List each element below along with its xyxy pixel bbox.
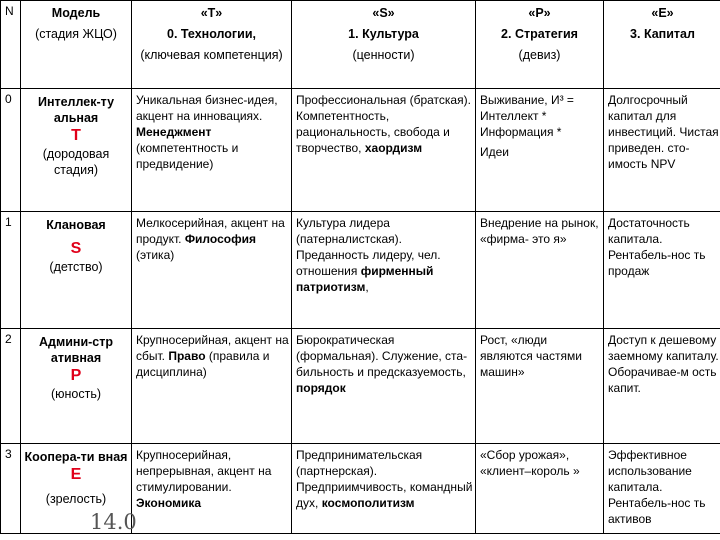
header-s-code: «S»	[372, 6, 395, 20]
row-index: 1	[5, 215, 12, 229]
header-s-title: 1. Культура	[348, 27, 419, 41]
model-stage: (зрелость)	[45, 492, 107, 506]
tech-text: Крупносерийная, непрерывная, акцент на стимулировании.	[136, 448, 272, 494]
culture-cell	[292, 329, 475, 396]
model-name: Интеллек-ту альная	[37, 95, 115, 125]
table-row	[1, 212, 720, 329]
strategy-extra: Идеи	[480, 145, 510, 159]
tech-keyword: Менеджмент	[136, 125, 212, 139]
tech-text: Уникальная бизнес-идея, акцент на инновациях.	[136, 93, 278, 123]
capital-cell: Эффективное использование капитала. Рентабель-нос ть активов	[608, 448, 706, 526]
header-model-title: Модель	[51, 6, 101, 20]
header-e-code: «E»	[651, 6, 674, 20]
culture-text: Профессиональная (братская). Компетентность, рациональность, свобода и творчество,	[296, 93, 471, 155]
model-stage: (детство)	[49, 260, 103, 274]
header-tech	[132, 1, 292, 89]
header-capital	[604, 1, 720, 89]
header-e-title: 3. Капитал	[630, 27, 695, 41]
culture-text: Предпринимательская (партнерская). Предприимчивость, командный дух,	[296, 448, 473, 510]
tech-keyword: Философия	[184, 232, 256, 246]
header-p-sub: (девиз)	[518, 48, 561, 62]
model-name: Коопера-ти вная	[24, 450, 128, 464]
header-n-text: N	[5, 4, 14, 18]
model-stage: (юность)	[50, 387, 102, 401]
tech-cell	[132, 212, 291, 263]
model-letter: S	[70, 240, 82, 257]
culture-tail: ,	[365, 280, 369, 294]
row-index: 2	[5, 332, 12, 346]
culture-keyword: хаордизм	[364, 141, 423, 155]
culture-cell	[292, 89, 475, 156]
slide-number: 14.0	[90, 510, 137, 534]
model-letter: T	[71, 127, 81, 144]
strategy-cell: Рост, «люди являются частями машин»	[480, 333, 582, 379]
row-index: 3	[5, 447, 12, 461]
header-t-title: 0. Технологии,	[167, 27, 256, 41]
table-row	[1, 89, 720, 212]
model-name: Клановая	[46, 218, 106, 232]
culture-keyword: фирменный патриотизм	[296, 264, 434, 294]
strategy-text: Внедрение на рынок,	[480, 216, 599, 230]
tech-cell	[132, 444, 291, 511]
header-culture	[292, 1, 476, 89]
model-name: Админи-стр ативная	[39, 335, 113, 365]
tech-text: Мелкосерийная, акцент на продукт.	[136, 216, 285, 246]
model-letter: E	[70, 466, 82, 483]
row-index: 0	[5, 92, 12, 106]
tech-note: (этика)	[136, 248, 175, 262]
header-p-title: 2. Стратегия	[501, 27, 578, 41]
header-s-sub: (ценности)	[352, 48, 415, 62]
strategy-text: Выживание, И³ = Интеллект * Информация *	[480, 93, 574, 139]
culture-keyword: космополитизм	[321, 496, 415, 510]
tech-note: (компетентность и предвидение)	[136, 141, 239, 171]
tech-keyword: Право	[168, 349, 206, 363]
model-letter: P	[70, 367, 82, 384]
culture-keyword: порядок	[296, 381, 346, 395]
culture-cell	[292, 212, 475, 295]
capital-cell: Долгосрочный капитал для инвестиций. Чистая приведен. сто-имость NPV	[608, 93, 719, 171]
tech-text: Крупносерийная, акцент на сбыт.	[136, 333, 289, 363]
capital-cell: Доступ к дешевому заемному капиталу. Оборачивае-м ость капит.	[608, 333, 719, 395]
strategy-cell: «Сбор урожая», «клиент–король »	[480, 448, 580, 478]
culture-text: Бюрократическая (формальная). Служение, ста-бильность и предсказуемость,	[296, 333, 468, 379]
header-model-sub: (стадия ЖЦО)	[35, 27, 117, 41]
tech-keyword: Экономика	[136, 496, 202, 510]
table-row	[1, 329, 720, 444]
header-model	[21, 1, 132, 89]
header-n	[1, 1, 21, 89]
strategy-keyword: «фирма- это я»	[480, 232, 567, 246]
tech-cell	[132, 329, 291, 380]
model-stage: (дородовая стадия)	[42, 147, 110, 177]
tech-note: (правила и дисциплина)	[136, 349, 270, 379]
strategy-cell	[476, 212, 603, 247]
tech-cell	[132, 89, 291, 172]
header-strategy	[476, 1, 604, 89]
header-t-sub: (ключевая компетенция)	[140, 48, 283, 62]
capital-cell: Достаточность капитала. Рентабель-нос ть продаж	[608, 216, 706, 278]
strategy-cell	[476, 89, 603, 160]
header-row	[1, 1, 720, 89]
culture-cell	[292, 444, 475, 511]
header-p-code: «P»	[528, 6, 551, 20]
header-t-code: «T»	[200, 6, 223, 20]
culture-text: Культура лидера (патерналистская). Преданность лидеру, чел. отношения	[296, 216, 441, 278]
